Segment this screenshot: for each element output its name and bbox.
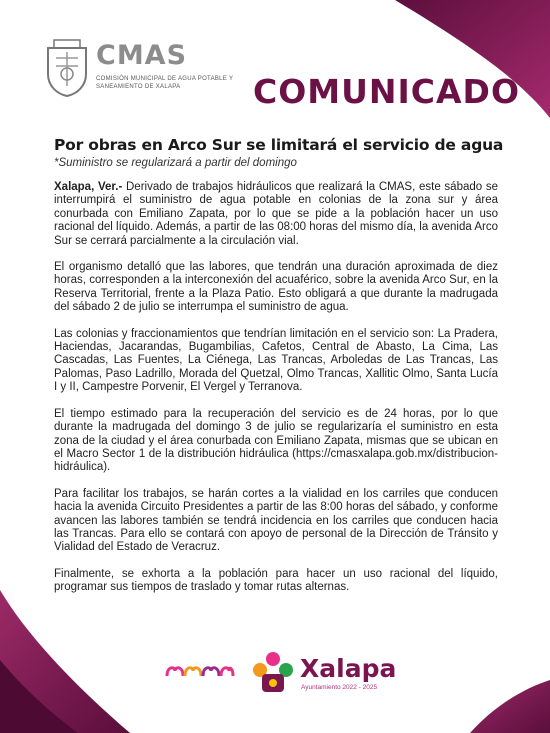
xalapa-emblem-icon <box>250 650 296 696</box>
org-acronym: CMAS <box>96 40 188 71</box>
paragraph-2: El organismo detalló que las labores, que tendrán una duración aproximada de diez horas, corresponden a la interconexión del acuaférico, sobre la avenida Arco Sur, en la Reserva Territorial, frente a la Plaza Patio. Esto obligará a que durante la madrugada del sábado 2 de julio se interrumpa el suministro de agua. <box>54 261 498 314</box>
article-body <box>54 181 498 608</box>
footer-logos <box>165 650 405 700</box>
paragraph-6: Finalmente, se exhorta a la población para hacer un uso racional del líquido, programar sus tiempos de traslado y tomar rutas alternas. <box>54 567 498 594</box>
paragraph-4: El tiempo estimado para la recuperación del servicio es de 24 horas, por lo que durante la madrugada del domingo 3 de julio se regularizaría el suministro en esta zona de la ciudad y el área conurbada con Emiliano Zapata, mismas que se ubican en el Macro Sector 1 de la distribución hidráulica (https://cmasxalapa.gob.mx/distribucion-hidráulica). <box>54 407 498 474</box>
city-seal-icon <box>44 38 90 98</box>
paragraph-5: Para facilitar los trabajos, se harán cortes a la vialidad en los carriles que conducen hacia la avenida Circuito Presidentes a partir de las 8:00 horas del sábado, y conforme avancen las labores también se tendrá incidencia en los carriles que conducen hacia las Trancas. Para ello se contará con apoyo de personal de la Dirección de Tránsito y Vialidad del Estado de Veracruz. <box>54 487 498 554</box>
document-heading: COMUNICADO <box>253 72 521 111</box>
article-title: Por obras en Arco Sur se limitará el servicio de agua <box>54 136 504 154</box>
paragraph-1 <box>54 181 498 248</box>
paragraph-1-text: Derivado de trabajos hidráulicos que realizará la CMAS, este sábado se interrumpirá el suministro de agua potable en colonias de la zona sur y área conurbada con Emiliano Zapata, por lo que se pide a la población hacer un uso racional del líquido. Además, a partir de las 08:00 horas del mismo día, la avenida Arco Sur se cerrará parcialmente a la circulación vial. <box>54 181 499 247</box>
cmas-logo <box>44 38 264 100</box>
article-subtitle: *Suministro se regularizará a partir del domingo <box>54 157 297 169</box>
org-full-name: COMISIÓN MUNICIPAL DE AGUA POTABLE Y SANEAMIENTO DE XALAPA <box>96 76 234 90</box>
xalapa-logo-subtitle: Ayuntamiento 2022 - 2025 <box>301 684 378 691</box>
paragraph-3: Las colonias y fraccionamientos que tendrían limitación en el servicio son: La Pradera, Haciendas, Jacarandas, Bugambilias, Cafetos, Central de Abasto, La Cima, Las Cascadas, Las Fuentes, La Ciénega, Las Trancas, Arboledas de Las Trancas, Las Palomas, Paso Ladrillo, Morada del Quetzal, Olmo Trancas, Xallitic Olmo, Santa Lucía I y II, Campestre Porvenir, El Vergel y Terranova. <box>54 327 498 394</box>
xalapa-logo-text: Xalapa <box>300 654 397 683</box>
colorful-pattern-logo <box>165 664 235 678</box>
dateline: Xalapa, Ver.- <box>54 181 123 193</box>
